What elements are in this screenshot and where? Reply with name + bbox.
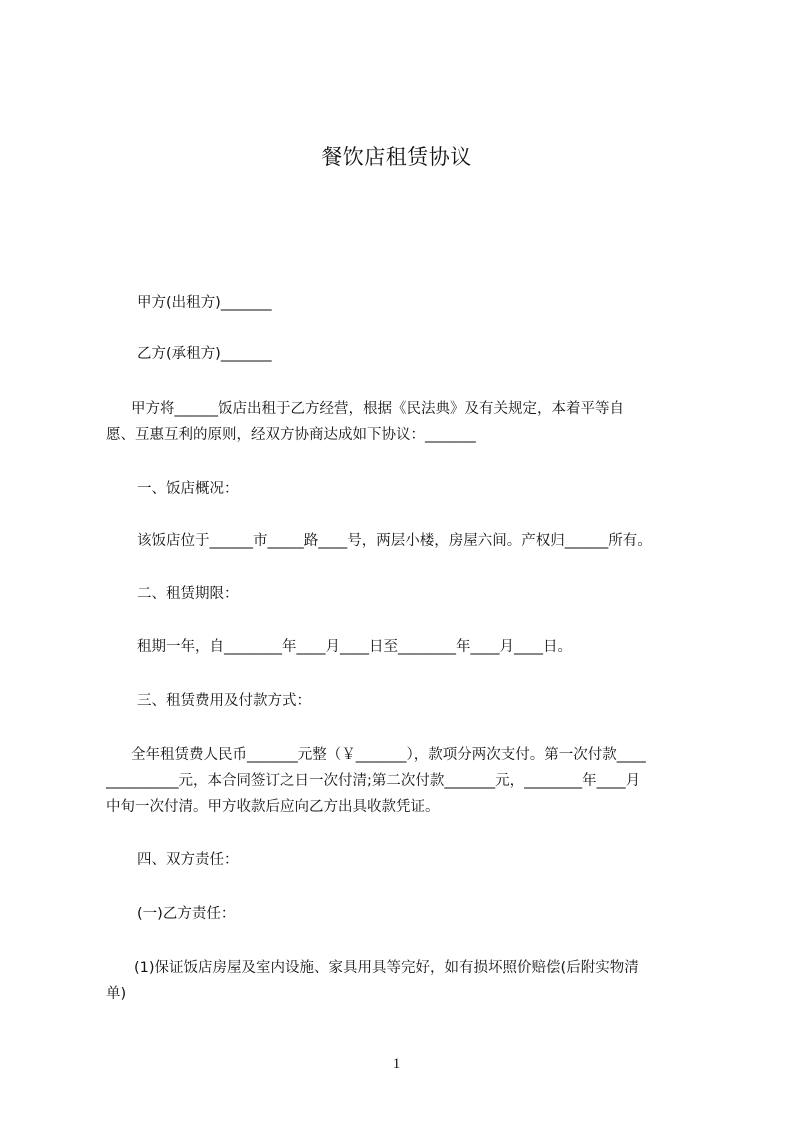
paragraph-line: 二、租赁期限： (137, 586, 239, 602)
section-heading-2 (106, 581, 732, 607)
document-title: 餐饮店租赁协议 (321, 145, 472, 169)
subsection-heading-party-b (106, 901, 732, 927)
paragraph-line: 该饭店位于______市_____路____号，两层小楼，房屋六间。产权归______所有。 (137, 533, 652, 549)
paragraph-line: 一、饭店概况： (137, 481, 239, 497)
paragraph-line: 中旬一次付清。甲方收款后应向乙方出具收款凭证。 (106, 799, 440, 815)
paragraph-line: 甲方(出租方)_______ (137, 295, 272, 311)
party-b-line (106, 341, 732, 367)
section-heading-1 (106, 476, 732, 502)
paragraph-line: 三、租赁费用及付款方式： (137, 693, 311, 709)
paragraph-line: 租期一年，自________年____月____日至________年____月____日。 (137, 639, 572, 655)
paragraph-line: 四、双方责任： (137, 852, 239, 868)
paragraph-line: 乙方(承租方)_______ (137, 346, 272, 362)
payment-paragraph (106, 742, 701, 820)
paragraph-line: 单) (106, 986, 127, 1002)
paragraph-line: __________元，本合同签订之日一次付清;第二次付款_______元，________年____月 (106, 773, 641, 789)
party-a-line (106, 290, 732, 316)
paragraph-line: 甲方将______饭店出租于乙方经营，根据《民法典》及有关规定，本着平等自 (131, 401, 624, 417)
party-b-duty-1-paragraph (106, 955, 701, 1007)
paragraph-line: (一)乙方责任： (137, 906, 236, 922)
intro-paragraph (106, 396, 701, 448)
paragraph-line: 全年租赁费人民币_______元整（￥_______），款项分两次支付。第一次付款____ (131, 747, 646, 763)
restaurant-overview-paragraph (106, 528, 732, 554)
page-number: 1 (392, 1056, 401, 1072)
section-heading-4 (106, 847, 732, 873)
paragraph-line: (1)保证饭店房屋及室内设施、家具用具等完好，如有损坏照价赔偿(后附实物清 (134, 960, 639, 976)
paragraph-line: 愿、互惠互利的原则，经双方协商达成如下协议：_______ (106, 427, 476, 443)
lease-term-paragraph (106, 634, 732, 660)
section-heading-3 (106, 688, 732, 714)
